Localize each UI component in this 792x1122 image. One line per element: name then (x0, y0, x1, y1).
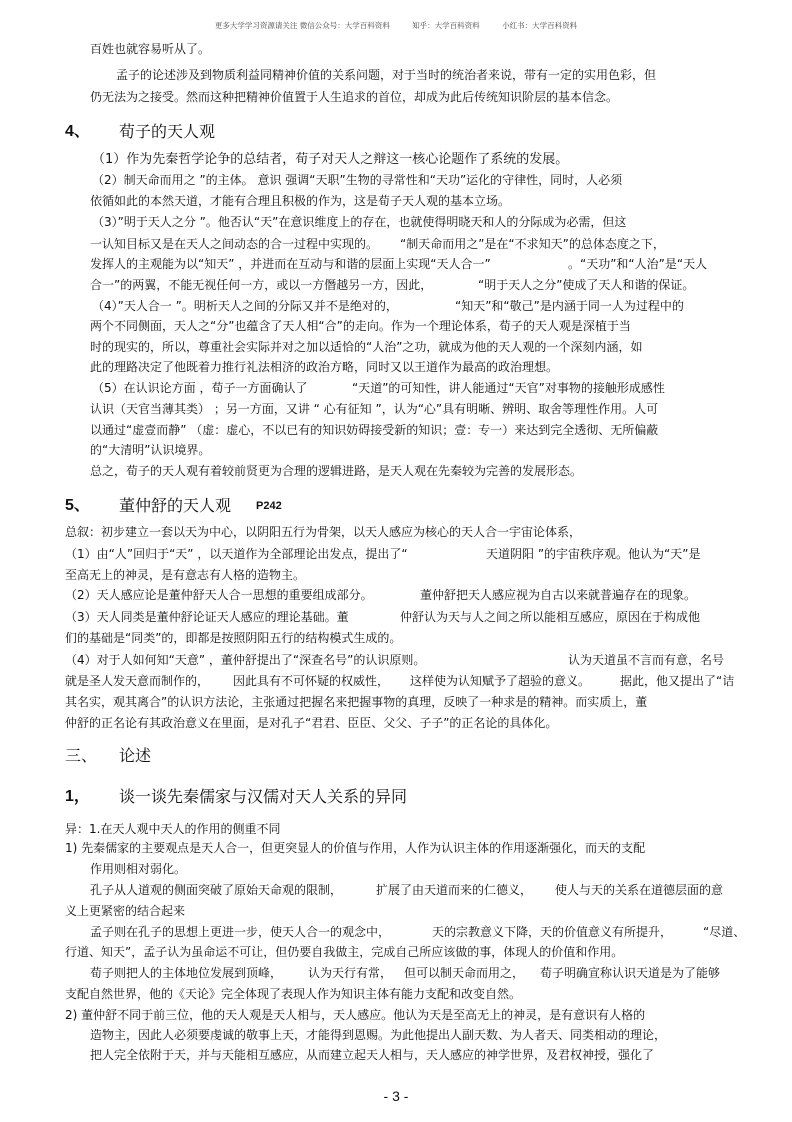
paragraph-line: 时的现实的，所以，尊重社会实际并对之加以适恰的“人治”之功，就成为他的天人观的一个深刻内涵，如 (90, 340, 643, 354)
paragraph-line: （5）在认识论方面 ，荀子一方面确认了 (92, 381, 308, 395)
paragraph-line: 此的理路决定了他既着力推行礼法相济的政治方略，同时又以王道作为最高的政治理想。 (90, 360, 559, 374)
header-wechat-note: 更多大学学习资源请关注 微信公众号：大学百科资料 (214, 21, 390, 30)
paragraph-line: 孔子从人道观的侧面突破了原始天命观的限制， (90, 883, 343, 897)
paragraph-line: （2）制天命而用之 ”的主体。 意识 强调“天职”生物的寻常性和“天功”运化的守律性，同时，人必须 (92, 173, 623, 187)
paragraph-line: 据此，他又提出了“诘 (620, 674, 735, 688)
paragraph-line: 孟子则在孔子的思想上更进一步，使天人合一的观念中， (90, 925, 391, 939)
paragraph-line: 认为天道虽不言而有意，名号 (568, 653, 725, 667)
paragraph-line: 仲舒认为天与人之间之所以能相互感应，原因在于构成他 (400, 610, 701, 624)
paragraph-line: 仍无法为之接受。然而这种把精神价值置于人生追求的首位，却成为此后传统知识阶层的基本信念。 (90, 90, 619, 104)
paragraph-line: 仲舒的正名论有其政治意义在里面，是对孔子“君君、臣臣、父父、子子”的正名论的具体化。 (65, 716, 558, 730)
paragraph-line: 总叙：初步建立一套以天为中心，以阴阳五行为骨架，以天人感应为核心的天人合一宇宙论体系， (65, 525, 582, 539)
paragraph-line: 的“大清明”认识境界。 (90, 443, 211, 457)
header-zhihu-note: 知乎：大学百科资料 (412, 21, 480, 30)
paragraph-line: （2）天人感应论是董仲舒天人合一思想的重要组成部分。 (65, 588, 373, 602)
paragraph-line: 使人与天的关系在道德层面的意 (555, 883, 724, 897)
paragraph-line: 这样使为认知赋予了超验的意义。 (410, 674, 591, 688)
paragraph-line: 作用则相对弱化。 (90, 862, 187, 876)
section-heading: 荀子的天人观 (119, 122, 216, 141)
section-number: 1， (65, 788, 90, 805)
paragraph-line: 其名实，观其离合”的认识方法论，主张通过把握名来把握事物的真理，反映了一种求是的精神。而实质上，董 (65, 695, 648, 709)
paragraph-line: 荀子则把人的主体地位发展到顶峰， (90, 966, 283, 980)
section-heading: 董仲舒的天人观 (119, 496, 232, 515)
paragraph-line: 两个不同侧面，天人之“分”也蕴含了天人相“合”的走向。作为一个理论体系，荀子的天人观是深植于当 (90, 319, 631, 333)
paragraph-line: 义上更紧密的结合起来 (65, 904, 186, 918)
paragraph-line: 造物主，因此人必须要虔诚的敬事上天，才能得到恩赐。为此他提出人副天数、为人者天、同类相动的理论， (90, 1028, 667, 1042)
paragraph-line: “知天”和“敬己”是内涵于同一人为过程中的 (455, 299, 684, 313)
paragraph-line: 天的宗教意义下降，天的价值意义有所提升， (432, 925, 673, 939)
page-number: - 3 - (383, 1088, 409, 1104)
paragraph-line: “制天命而用之”是在“不求知天”的总体态度之下， (400, 237, 665, 251)
paragraph-line: 认为天行有常， (308, 966, 393, 980)
paragraph-line: 行道、知天”，孟子认为虽命运不可让，但仍要自我做主，完成自己所应该做的事，体现人的价值和作用。 (65, 945, 624, 959)
paragraph-line: 支配自然世界，他的《天论》完全体现了表现人作为知识主体有能力支配和改变自然。 (65, 987, 522, 1001)
paragraph-line: 把人完全依附于天，并与天能相互感应，从而建立起天人相与，天人感应的神学世界，及君权神授，强化了 (90, 1048, 655, 1062)
paragraph-line: 合一”的两翼，不能无视任何一方，或以一方僭越另一方，因此， (90, 278, 433, 292)
paragraph-line: 总之，荀子的天人观有着较前贤更为合理的逻辑进路，是天人观在先秦较为完善的发展形态。 (90, 464, 583, 478)
section-number: 5、 (65, 497, 90, 514)
paragraph-line: 天道阴阳 ”的宇宙秩序观。他认为“天”是 (486, 547, 701, 561)
paragraph-line: 发挥人的主观能为以“知天” ，并进而在互动与和谐的层面上实现“天人合一” (90, 257, 491, 271)
paragraph-line: （1）作为先秦哲学论争的总结者，荀子对天人之辩这一核心论题作了系统的发展。 (92, 152, 569, 167)
section-heading: 谈一谈先秦儒家与汉儒对天人关系的异同 (119, 787, 408, 806)
paragraph-line: （3）”明于天人之分 ”。他否认“天”在意识维度上的存在，也就使得明晓天和人的分际成为必需，但这 (92, 215, 627, 229)
paragraph-line: 扩展了由天道而来的仁德义， (376, 883, 533, 897)
page-reference: P242 (256, 500, 282, 512)
paragraph-line: 依循如此的本然天道，才能有合理且积极的作为，这是荀子天人观的基本立场。 (90, 194, 511, 208)
paragraph-line: （4）”天人合一 ”。明析天人之间的分际又并不是绝对的， (92, 299, 398, 313)
paragraph-line: 孟子的论述涉及到物质利益同精神价值的关系问题，对于当时的统治者来说，带有一定的实用色彩，但 (116, 68, 657, 82)
paragraph-line: 荀子明确宣称认识天道是为了能够 (540, 966, 721, 980)
paragraph-line: 董仲舒把天人感应视为自古以来就普遍存在的现象。 (420, 588, 697, 602)
paragraph-line: 以通过“虚壹而静” （虚：虚心，不以已有的知识妨碍接受新的知识；壹：专一）来达到完全透彻、无所偏蔽 (90, 423, 659, 437)
paragraph-line: 2) 董仲舒不同于前三位，他的天人观是天人相与，天人感应。他认为天是至高无上的神灵，是有意识有人格的 (65, 1008, 646, 1022)
paragraph-line: 1) 先秦儒家的主要观点是天人合一，但更突显人的价值与作用，人作为认识主体的作用逐渐强化，而天的支配 (65, 841, 646, 855)
paragraph-line: 们的基础是“同类”的，即都是按照阴阳五行的结构模式生成的。 (65, 631, 402, 645)
paragraph-line: 。“天功”和“人治”是“天人 (568, 257, 708, 271)
paragraph-line: “天道”的可知性，讲人能通过“天官”对事物的接触形成感性 (352, 381, 665, 395)
paragraph-line: （3）天人同类是董仲舒论证天人感应的理论基础。董 (65, 610, 349, 624)
paragraph-line: 至高无上的神灵，是有意志有人格的造物主。 (65, 568, 306, 582)
paragraph-line: 百姓也就容易听从了。 (90, 42, 211, 56)
paragraph-line: 就是圣人发天意而制作的， (65, 674, 210, 688)
paragraph-line: 异：1.在天人观中天人的作用的侧重不同 (65, 822, 281, 836)
section-number: 三、 (65, 746, 98, 765)
paragraph-line: 因此具有不可怀疑的权威性， (233, 674, 390, 688)
paragraph-line: “尽道、 (703, 925, 746, 939)
page-header (0, 20, 792, 31)
paragraph-line: 一认知目标又是在天人之间动态的合一过程中实现的。 (90, 237, 379, 251)
paragraph-line: （1）由“人”回归于“天” ，以天道作为全部理论出发点，提出了“ (65, 547, 408, 561)
paragraph-line: 但可以制天命而用之， (404, 966, 525, 980)
paragraph-line: （4）对于人如何知“天意” ，董仲舒提出了“深查名号”的认识原则。 (65, 653, 426, 667)
header-xiaohongshu-note: 小红书：大学百科资料 (502, 21, 578, 30)
section-heading: 论述 (119, 746, 152, 765)
paragraph-line: “明于天人之分”使成了天人和谐的保证。 (478, 278, 695, 292)
paragraph-line: 认识（天官当薄其类） ；另一方面，又讲 “ 心有征知 ”，认为“心”具有明晰、辨明、取舍等理性作用。人可 (90, 402, 659, 416)
section-number: 4、 (65, 123, 90, 140)
